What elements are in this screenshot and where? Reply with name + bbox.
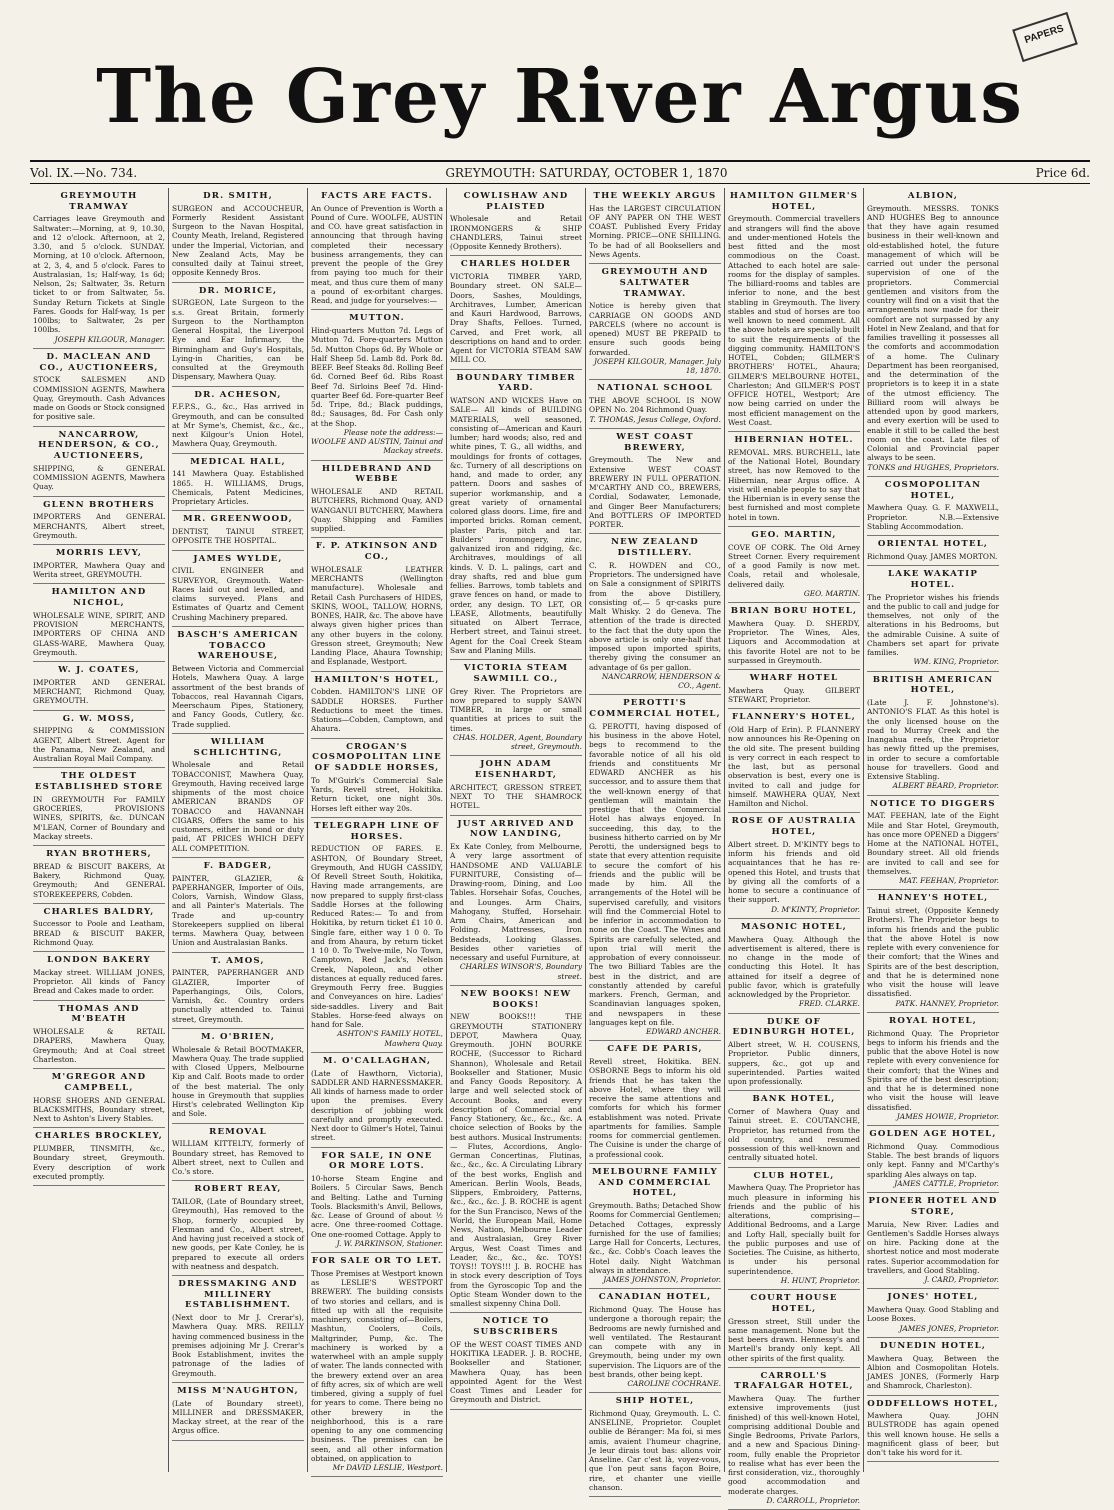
advertisement-heading: ROBERT REAY,: [194, 1184, 282, 1195]
advertisement-body: WHOLESALE WINE, SPIRIT, AND PROVISION MERCHANTS, IMPORTERS OF CHINA AND GLASS-WARE, Mawhera Quay, Greymouth.: [33, 610, 165, 657]
advertisement: [867, 890, 999, 1012]
advertisement: [728, 1168, 860, 1290]
advertisement-heading: ROSE OF AUSTRALIA HOTEL,: [731, 816, 857, 838]
advertisement: [728, 432, 860, 527]
advertisement-heading: F. BADGER,: [203, 860, 273, 871]
advertisement-body: OF the WEST COAST TIMES AND HOKITIKA LEADER. J. B. ROCHE, Bookseller and Stationer, Mawhera Quay, has been appointed Agent for the West Coast Times and Leader for Greymouth and District.: [450, 1339, 582, 1405]
advertisement: [450, 816, 582, 986]
advertisement-body: Mawhera Quay. The further extensive improvements (just finished) of this well-known Hotel, comprising additional Double and Single Bedrooms, Private Parlors, and a new and Spacious Dining-room, fully enable the Proprietor to realise what has ever been the first consideration, viz., thoroughly good accommodation and moderate charges.: [728, 1394, 860, 1496]
advertisement-heading: BASCH'S AMERICAN TOBACCO WAREHOUSE,: [177, 629, 299, 662]
advertisement-signature: H. HUNT, Proprietor.: [780, 1275, 860, 1285]
advertisement: [172, 551, 304, 627]
advertisement-body: SHIPPING, & GENERAL COMMISSION AGENTS, Mawhera Quay.: [33, 463, 165, 492]
advertisement-body: Revell street, Hokitika. BEN. OSBORNE Begs to inform his old friends that he has taken the above Hotel, where they will receive the same attentions and comforts for which his former establishment was noted. Private apartments for families. Sample rooms for commercial gentlemen. The Cuisine is under the charge of a professional cook.: [589, 1057, 721, 1159]
advertisement-body: IMPORTERS And GENERAL MERCHANTS, Albert street, Greymouth.: [33, 512, 165, 540]
advertisement-body: MAT. FEEHAN, late of the Eight Mile and Star Hotel, Greymouth, has once more OPENED a Diggers' Home at the NATIONAL HOTEL, Boundary street. All old friends are invited to call and see for themselves.: [867, 811, 999, 876]
advertisement: [867, 1289, 999, 1337]
advertisement: [867, 1126, 999, 1193]
advertisement-heading: WILLIAM SCHLICHTING,: [193, 736, 283, 758]
advertisement: [867, 672, 999, 796]
advertisement-body: Richmond Quay. The House has undergone a thorough repair; the Bedrooms are newly furnished and well ventilated. The Restaurant can compete with any in Greymouth, being under my own supervision. The Liquors are of the best brands, other being kept.: [589, 1305, 721, 1379]
advertisement-body: Grey River. The Proprietors are now prepared to supply SAWN TIMBER, in large or small quantities at prices to suit the times.: [450, 686, 582, 733]
advertisement-heading: DUKE OF EDINBURGH HOTEL,: [732, 1016, 856, 1038]
advertisement: [33, 1069, 165, 1128]
advertisement-body: CIVIL ENGINEER and SURVEYOR, Greymouth. Water-Races laid out and levelled, and claims surveyed. Plans and Estimates of Quartz and Cement Crushing Machinery prepared.: [172, 566, 304, 622]
advertisement: [33, 711, 165, 769]
advertisement-body: HORSE SHOERS AND GENERAL BLACKSMITHS, Boundary street, Next to Ashton's Livery Stables.: [33, 1095, 165, 1124]
advertisement-signature: Please note the address:— WOOLFE AND AUSTIN, Tainui and Mackay streets.: [311, 427, 443, 456]
advertisement-body: 141 Mawhera Quay. Established 1865. H. WILLIAMS, Drugs, Chemicals, Patent Medicines, Proprietary Articles.: [172, 469, 304, 507]
stamp-icon: PAPERS: [1012, 12, 1078, 62]
advertisement: [172, 627, 304, 734]
advertisement-body: PAINTER, PAPERHANGER AND GLAZIER, Importer of Paperhangings, Oils, Colors, Varnish, &c. Country orders punctually attended to. Tainui street, Greymouth.: [172, 968, 304, 1024]
masthead: [0, 0, 1114, 150]
advertisement: [33, 904, 165, 952]
advertisement-heading: WHARF HOTEL: [749, 673, 839, 684]
advertisement-heading: ORIENTAL HOTEL,: [877, 539, 989, 550]
advertisement: [589, 429, 721, 534]
advertisement-body: Mawhera Quay. JOHN BULSTRODE has again opened this well known house. He sells a magnificent glass of beer, but don't take his word for it.: [867, 1411, 999, 1458]
advertisement-heading: TELEGRAPH LINE OF HORSES.: [314, 820, 440, 842]
advertisement-signature: CAROLINE COCHRANE.: [627, 1379, 721, 1388]
advertisement: [867, 188, 999, 477]
advertisement: [450, 986, 582, 1313]
advertisement-heading: THE WEEKLY ARGUS: [593, 191, 717, 201]
advertisement-heading: NOTICE TO DIGGERS: [870, 798, 996, 809]
advertisement: [172, 511, 304, 550]
advertisement-body: Carriages leave Greymouth and Saltwater:—Morning, at 9, 10.30, and 12 o'clock. Afternoon, at 2, 3.30, and 5 o'clock. SUNDAY. Morning, at 10 o'clock. Afternoon, at 2, 3, 4, and 5 o'clock. Fares to Australasian, 1s; Half-way, 1s 6d; Nelson, 2s; Saltwater, 3s. Return ticket to or from Saltwater, 5s. Sunday Return Tickets at Single Fares. Goods for Half-way, 1s per 100lbs; to Saltwater, 2s per 100lbs.: [33, 214, 165, 335]
advertisement-heading: BOUNDARY TIMBER YARD.: [456, 372, 576, 394]
advertisement-heading: BRIAN BORU HOTEL,: [730, 606, 858, 617]
advertisement: [33, 952, 165, 1000]
advertisement-body: SHIPPING & COMMISSION AGENT, Albert Street. Agent for the Panama, New Zealand, and Australian Royal Mail Company.: [33, 726, 165, 764]
advertisement-heading: COURT HOUSE HOTEL,: [750, 1293, 838, 1314]
advertisement-body: WHOLESALE & RETAIL DRAPERS, Mawhera Quay, Greymouth; And at Coal street Charleston.: [33, 1027, 165, 1064]
advertisement-signature: D. CARROLL, Proprietor.: [766, 1495, 860, 1505]
advertisement-body: F.F.P.S., G., &c., Has arrived in Greymouth, and can be consulted at Mr Syme's, Chemist, &c., &c., next Kilgour's Union Hotel, Mawhera Quay, Greymouth.: [172, 402, 304, 449]
advertisement-body: (Late of Hawthorn, Victoria), SADDLER AND HARNESSMAKER. All kinds of harness made to order upon the premises. Every description of jobbing work carefully and promptly executed. Next door to Gilmer's Hotel, Tainui street.: [311, 1068, 443, 1143]
advertisement: [589, 1289, 721, 1393]
advertisement-signature: PATK. HANNEY, Proprietor.: [895, 998, 999, 1008]
issue-date: GREYMOUTH: SATURDAY, OCTOBER 1, 1870: [445, 166, 728, 180]
advertisement-body: BREAD & BISCUIT BAKERS, At Bakery, Richmond Quay, Greymouth; And GENERAL STOREKEEPERS, Cobden.: [33, 861, 165, 899]
dateline: [30, 160, 1090, 184]
advertisement-signature: J. W. PARKINSON, Stationer.: [336, 1238, 443, 1248]
advertisement-heading: COSMOPOLITAN HOTEL,: [884, 479, 982, 501]
advertisement: [311, 672, 443, 739]
advertisement-body: Greymouth. Baths; Detached Show Rooms for Commercial Gentlemen; Detached Cottages, expressly furnished for the use of families; Large Hall for Concerts, Lectures, &c., &c. Cobb's Coach leaves the Hotel daily. Night Watchman always in attendance.: [589, 1201, 721, 1275]
advertisement-heading: M'GREGOR AND CAMPBELL,: [51, 1072, 147, 1093]
advertisement-heading: NEW ZEALAND DISTILLERY.: [611, 537, 699, 559]
advertisement: [311, 1148, 443, 1253]
advertisement-body: THE ABOVE SCHOOL IS NOW OPEN No. 204 Richmond Quay.: [589, 396, 721, 415]
advertisement-body: WATSON AND WICKES Have on SALE— All kinds of BUILDING MATERIALS, well seasoned, consisting of—American and Kauri lumber; hard woods; also, red and white pines, T. G., all widths, and mouldings for fronts of cottages, &c. Turnery of all descriptions on hand, and made to order, any pattern. Doors and sashes of superior workmanship, and a great variety of ornamental colored glass doors. Lime, fire and imported bricks. Roman cement, plaster Paris, pitch and tar. Builders' ironmongery, zinc, galvanized iron and ridging, &c. Architraves, mouldings of all kinds. V. D. L. palings, cart and dray shafts, red and blue gum fellies. Barrows, tomb tablets and grave fences on hand, or made to order, any design. TO LET, OR LEASE, Allotments, beautifully situated on Albert Terrace, Herbert street, and Tainui street. Agent for the Coal Creek Steam Saw and Planing Mills.: [450, 396, 582, 655]
advertisement: [867, 566, 999, 671]
advertisement-heading: THOMAS AND M'BEATH: [58, 1003, 140, 1025]
advertisement-columns: [30, 188, 1092, 1505]
advertisement: [33, 545, 165, 584]
advertisement-body: SURGEON and ACCOUCHEUR, Formerly Resident Assistant Surgeon to the Navan Hospital, County Meath, Ireland, Registered under the Imperial, Victorian, and New Zealand Acts, May be consulted daily at Tainui street, opposite Kennedy Bros.: [172, 203, 304, 278]
advertisement-body: Mawhera Quay. The Proprietor has much pleasure in informing his friends and the public of his alterations, comprising—Additional Bedrooms, and a Large and Lofty Hall, specially built for the public purposes and use of Societies. The Cuisine, as hitherto, is under his personal superintendence.: [728, 1183, 860, 1276]
advertisement-signature: JAMES JONES, Proprietor.: [899, 1323, 999, 1333]
advertisement-heading: HAMILTON AND NICHOL,: [51, 587, 147, 609]
advertisement-heading: CHARLES HOLDER: [460, 259, 572, 270]
advertisement-body: Those Premises at Westport known as LESLIE'S WESTPORT BREWERY. The building consists of two stories and cellars, and is fitted up with all the requisite machinery, consisting of—Boilers, Mashtun, Coolers, Coils, Maltgrinder, Pump, &c. The machinery is worked by a waterwheel with an ample supply of water. The lands connected with the brewery extend over an area of fifty acres, six of which are well timbered, giving a supply of fuel for years to come. There being no other brewery in the neighborhood, this is a rare opening to any one commencing business. The premises can be seen, and all other information obtained, on application to: [311, 1268, 443, 1463]
advertisement-heading: HANNEY'S HOTEL,: [877, 893, 989, 904]
advertisement-body: Gresson street, Still under the same management. None but the best beers drawn. Hennessy's and Martell's brandy only kept. All other spirits of the first quality.: [728, 1316, 860, 1363]
advertisement-body: Corner of Mawhera Quay and Tainui street. E. COUTANCHE, Proprietor, has returned from the old country, and resumed possession of this well-known and centrally situated hotel.: [728, 1107, 860, 1163]
advertisement: [728, 1368, 860, 1510]
advertisement-body: IMPORTER, Mawhera Quay and Werita street, GREYMOUTH.: [33, 560, 165, 580]
advertisement-heading: NANCARROW, HENDERSON, & CO., AUCTIONEERS,: [38, 429, 160, 462]
advertisement-signature: JAMES JOHNSTON, Proprietor.: [603, 1275, 721, 1285]
column-2: [169, 188, 308, 1472]
advertisement: [867, 536, 999, 566]
advertisement-heading: MISS M'NAUGHTON,: [177, 1385, 299, 1396]
advertisement-heading: VICTORIA STEAM SAWMILL CO.,: [463, 663, 569, 684]
advertisement-body: ARCHITECT, GRESSON STREET, NEXT TO THE SHAMROCK HOTEL.: [450, 782, 582, 811]
advertisement-body: Mawhera Quay, Between the Albion and Cosmopolitan Hotels. JAMES JONES, (Formerly Harp and Shamrock, Charleston).: [867, 1353, 999, 1391]
advertisement-heading: WEST COAST BREWERY,: [616, 431, 694, 453]
advertisement-heading: FOR SALE, IN ONE OR MORE LOTS.: [321, 1150, 433, 1172]
advertisement: [172, 1029, 304, 1124]
advertisement-heading: DUNEDIN HOTEL,: [879, 1340, 987, 1351]
advertisement-body: Mawhera Quay. D. SHERDY, Proprietor. The Wines, Ales, Liquors and Accommodation at this favorite Hotel are not to be surpassed in Greymouth.: [728, 618, 860, 665]
column-7: [864, 188, 1002, 1472]
advertisement: [172, 1181, 304, 1276]
advertisement-body: Mawhera Quay. G. F. MAXWELL, Proprietor. N.B.—Extensive Stabling Accommodation.: [867, 503, 999, 531]
advertisement-heading: CARROLL'S TRAFALGAR HOTEL,: [734, 1370, 854, 1392]
advertisement-heading: CHARLES BROCKLEY,: [35, 1131, 163, 1142]
advertisement-heading: HILDEBRAND AND WEBBE: [321, 463, 433, 485]
advertisement: [589, 695, 721, 1041]
advertisement: [311, 739, 443, 818]
advertisement-heading: T. AMOS,: [211, 955, 265, 966]
advertisement-heading: BRITISH AMERICAN HOTEL,: [872, 674, 994, 696]
advertisement: [728, 527, 860, 603]
advertisement: [450, 756, 582, 815]
advertisement-body: Hind-quarters Mutton 7d. Legs of Mutton 7d. Fore-quarters Mutton 5d. Mutton Chops 6d. By Whole or Half Sheep 5d. Lamb 8d. Pork 8d. BEEF. Beef Steaks 8d. Rolling Beef 6d. Corned Beef 6d. Ribs Roast Beef 7d. Sirloins Beef 7d. Hind-quarter Beef 6d. Fore-quarter Beef 5d. Tripe, 8d.; Black puddings, 8d.; Sausages, 8d. For Cash only at the Shop.: [311, 326, 443, 428]
advertisement-body: Mawhera Quay. GILBERT STEWART, Proprietor.: [728, 685, 860, 705]
advertisement-signature: ALBERT BEARD, Proprietor.: [892, 781, 999, 791]
advertisement-body: Mawhera Quay. Good Stabling and Loose Boxes.: [867, 1305, 999, 1324]
advertisement: [589, 188, 721, 264]
advertisement-heading: CROGAN'S COSMOPOLITAN LINE OF SADDLE HORSES,: [312, 741, 442, 774]
advertisement-body: Notice is hereby given that CARRIAGE ON GOODS AND PARCELS (where no account is opened) MUST BE PREPAID to ensure such goods being forwarded.: [589, 301, 721, 357]
advertisement-body: Ex Kate Conley, from Melbourne, A very large assortment of HANDSOME AND VALUABLE FURNITURE, Consisting of— Drawing-room, Dining, and Loo Tables. Horsehair Sofas, Couches, and Lounges. Arm Chairs, Mahogany, Stuffed, Horsehair. Arm Chairs, American and Folding. Mattresses, Iron Bedsteads, Looking Glasses. Besides other varieties of necessary and useful Furniture, at: [450, 842, 582, 963]
advertisement-body: NEW BOOKS!!! THE GREYMOUTH STATIONERY DEPOT, Mawhera Quay, Greymouth. JOHN BOURKE ROCHE, (Successor to Richard Shannon), Wholesale and Retail Bookseller and Stationer, Music and Fancy Goods Repository. A large and well selected stock of Account Books, and every description of Commercial and Fancy Stationery, &c., &c., &c. A choice selection of Books by the best authors. Musical Instruments:— Flutes, Accordions, Anglo-German Concertinas, Flutinas, &c., &c., &c. A Circulating Library of the best works, English and American. Berlin Wools, Beads, Slippers, Embroidery, Patterns, &c., &c., &c. J. B. ROCHE is agent for the Sun Francisco, News of the World, the European Mail, Home News, Nation, Melbourne Leader and Australasian, Grey River Argus, West Coast Times and Leader, &c., &c., &c. TOYS! TOYS!! TOYS!!! J. B. ROCHE has in stock every description of Toys from the Gyroscopic Top and the Optic Steam Wonder down to the smallest sixpenny China Doll.: [450, 1012, 582, 1309]
advertisement-signature: CHARLES WINSOR'S, Boundary street.: [459, 962, 582, 981]
column-4: [447, 188, 586, 1472]
advertisement-body: Successor to Poole and Leatham, BREAD & BISCUIT BAKER, Richmond Quay.: [33, 919, 165, 947]
advertisement-body: TAILOR, (Late of Boundary street, Greymouth), Has removed to the Shop, formerly occupied by Flexman and Co., Albert street, And having just received a stock of new goods, per Kate Conley, he is prepared to execute all orders with neatness and despatch.: [172, 1197, 304, 1271]
advertisement-heading: DR. ACHESON,: [194, 389, 282, 400]
advertisement-body: Richmond Quay, Greymouth. L. C. ANSELINE, Proprietor. Couplet oublie de Béranger: Ma foi, si mes amis, avaient l'humeur chagrine, Je leur dirais tout bas: allons voir Anseline. Car c'est là, voyez-vous, que l'on peut sans façon Boire, rire, et chanter une vieille chanson.: [589, 1408, 721, 1492]
advertisement: [33, 497, 165, 545]
advertisement-signature: CHAS. HOLDER, Agent, Boundary street, Greymouth.: [452, 732, 582, 752]
advertisement: [172, 734, 304, 858]
advertisement-body: VICTORIA TIMBER YARD, Boundary street. ON SALE— Doors, Sashes, Mouldings, Architraves, Lumber, American and Kauri Hardwood, Barrows, Dray Shafts, Felloes. Turned, Carved, and Fret work, all descriptions on hand and to order. Agent for VICTORIA STEAM SAW MILL CO.: [450, 272, 582, 365]
advertisement: [33, 846, 165, 904]
advertisement: [172, 188, 304, 283]
advertisement-body: WHOLESALE AND RETAIL BUTCHERS, Richmond Quay, AND WANGANUI BUTCHERY, Mawhera Quay. Shipping and Families supplied.: [311, 487, 443, 534]
advertisement-heading: HIBERNIAN HOTEL.: [734, 435, 854, 446]
advertisement-body: To M'Guirk's Commercial Sale Yards, Revell street, Hokitika. Return ticket, one night 30s. Horses left either way 20s.: [311, 775, 443, 813]
advertisement: [589, 264, 721, 380]
advertisement-heading: PIONEER HOTEL AND STORE,: [868, 1196, 998, 1217]
price: Price 6d.: [1035, 166, 1090, 180]
advertisement-body: PAINTER, GLAZIER, & PAPERHANGER, Importer of Oils, Colors, Varnish, Window Glass, and all Painter's Materials. The Trade and up-country Storekeepers supplied on liberal terms. Mawhera Quay, between Union and Australasian Banks.: [172, 873, 304, 948]
advertisement-heading: M. O'BRIEN,: [200, 1031, 276, 1042]
advertisement-heading: D. MACLEAN AND CO., AUCTIONEERS,: [39, 351, 159, 373]
advertisement-body: PLUMBER, TINSMITH, &c., Boundary street, Greymouth. Every description of work executed promptly.: [33, 1144, 165, 1181]
advertisement-body: WHOLESALE LEATHER MERCHANTS (Wellington manufacture). Wholesale and Retail Cash Purchasers of HIDES, SKINS, WOOL, TALLOW, HORNS, BONES, HAIR, &c. The above have always given higher prices than any other buyers in the colony. Gresson street, Greymouth; New Landing Place, Ahaura Township; and Esplanade, Westport.: [311, 564, 443, 667]
advertisement: [33, 188, 165, 349]
advertisement: [311, 818, 443, 1053]
advertisement: [728, 1014, 860, 1092]
advertisement-heading: PEROTTI'S COMMERCIAL HOTEL,: [589, 698, 721, 720]
advertisement: [33, 1001, 165, 1069]
advertisement-body: (Late of Boundary street), MILLINER and DRESSMAKER, Mackay street, at the rear of the Argus office.: [172, 1398, 304, 1436]
advertisement: [311, 1053, 443, 1148]
advertisement: [728, 709, 860, 813]
advertisement-heading: NEW BOOKS! NEW BOOKS!: [460, 988, 572, 1010]
advertisement-heading: JUST ARRIVED AND NOW LANDING,: [457, 818, 575, 840]
advertisement: [867, 477, 999, 536]
advertisement-heading: CAFE DE PARIS,: [607, 1044, 703, 1055]
advertisement-signature: FRED. CLARKE.: [798, 999, 860, 1009]
advertisement-signature: GEO. MARTIN.: [803, 588, 860, 598]
advertisement-body: Mawhera Quay. Although the advertisement is altered, there is no change in the mode of conducting this Hotel. It has attained for itself a degree of public favor, which is gratefully acknowledged by the Proprietor.: [728, 934, 860, 1000]
advertisement-body: Wholesale and Retail TOBACCONIST, Mawhera Quay, Greymouth, Having received large shipments of the most choice AMERICAN BRANDS OF TOBACCO and HAVANNAH CIGARS, Offers the same to his customers, either in bond or duty paid, AT PRICES WHICH DEFY ALL COMPETITION.: [172, 760, 304, 853]
advertisement-heading: ALBION,: [907, 191, 959, 201]
advertisement-signature: T. THOMAS, Jesus College, Oxford.: [589, 414, 721, 424]
advertisement-heading: THE OLDEST ESTABLISHED STORE: [34, 771, 164, 793]
advertisement-heading: FACTS ARE FACTS.: [321, 191, 433, 201]
advertisement-signature: NANCARROW, HENDERSON & CO., Agent.: [601, 671, 721, 691]
advertisement: [172, 953, 304, 1029]
advertisement-heading: W. J. COATES,: [58, 665, 140, 676]
advertisement-heading: HAMILTON'S HOTEL,: [314, 674, 440, 685]
advertisement-body: IMPORTER AND GENERAL MERCHANT, Richmond Quay, GREYMOUTH.: [33, 677, 165, 706]
advertisement-heading: JAMES WYLDE,: [193, 553, 283, 564]
advertisement: [589, 380, 721, 428]
advertisement-body: IN GREYMOUTH For FAMILY GROCERIES, PROVISIONS WINES, SPIRITS, &c. DUNCAN M'LEAN, Corner of Boundary and Mackay streets.: [33, 794, 165, 841]
advertisement-signature: JAMES CATTLE, Proprietor.: [894, 1178, 999, 1188]
newspaper-title: The Grey River Argus: [96, 54, 1024, 140]
advertisement-body: Albert street, W. H. COUSENS, Proprietor. Public dinners, suppers, &c., got up and superintended. Parties waited upon professionally.: [728, 1040, 860, 1087]
advertisement-heading: FLANNERY'S HOTEL,: [732, 712, 856, 723]
advertisement: [728, 188, 860, 432]
advertisement: [311, 461, 443, 539]
advertisement: [450, 256, 582, 369]
advertisement-body: The Proprietor wishes his friends and the public to call and judge for themselves, not only of the alterations in his Bedrooms, but the admirable Cuisine. A suite of Chambers set apart for private families.: [867, 592, 999, 658]
advertisement-body: (Old Harp of Erin). P. FLANNERY now announces his Re-Opening on the old site. The present building is very correct in each respect to the last, but as personal observation is best, every one is invited to call and judge for himself. MAWHERA QUAY, Next Hamilton and Nichol.: [728, 725, 860, 809]
column-5: [586, 188, 725, 1492]
advertisement: [728, 1091, 860, 1167]
advertisement-heading: RYAN BROTHERS,: [46, 849, 152, 860]
advertisement-heading: JOHN ADAM EISENHARDT,: [474, 759, 558, 781]
advertisement-body: C. R. HOWDEN and CO., Proprietors. The undersigned have on Sale a consignment of SPIRITS from the above Distillery, consisting of,— 5 qr-casks pure Malt Whisky. 2 do Geneva. The attention of the trade is directed to the fact that the duty upon the above article is only one-half that imposed upon imported spirits, thereby giving the consumer an advantage of 6s per gallon.: [589, 560, 721, 672]
advertisement-heading: GREYMOUTH TRAMWAY: [60, 191, 138, 212]
advertisement-heading: F. P. ATKINSON AND CO.,: [315, 541, 439, 563]
advertisement-heading: ROYAL HOTEL,: [889, 1015, 977, 1026]
advertisement: [172, 454, 304, 512]
advertisement-heading: NOTICE TO SUBSCRIBERS: [473, 1316, 559, 1338]
advertisement-heading: NATIONAL SCHOOL: [597, 383, 713, 394]
advertisement-signature: EDWARD ANCHER.: [646, 1027, 721, 1037]
advertisement-heading: GREYMOUTH AND SALTWATER TRAMWAY.: [601, 267, 709, 299]
advertisement: [450, 370, 582, 660]
advertisement-heading: DR. SMITH,: [203, 191, 273, 201]
advertisement-signature: ASHTON'S FAMILY HOTEL, Mawhera Quay.: [337, 1029, 443, 1048]
advertisement-body: Cobden. HAMILTON'S LINE OF SADDLE HORSES. Further Reductions to meet the times. Stations—Cobden, Camptown, and Ahaura.: [311, 687, 443, 734]
advertisement-heading: LONDON BAKERY: [47, 955, 151, 966]
advertisement-heading: CANADIAN HOTEL,: [598, 1292, 712, 1303]
advertisement-signature: JOSEPH KILGOUR, Manager. July 18, 1870.: [594, 356, 721, 376]
advertisement: [450, 1313, 582, 1409]
advertisement-body: STOCK SALESMEN AND COMMISSION AGENTS, Mawhera Quay, Greymouth. Cash Advances made on Goods or Stock consigned for positive sale.: [33, 375, 165, 422]
advertisement: [33, 349, 165, 427]
advertisement-signature: WM. KING, Proprietor.: [913, 657, 999, 667]
advertisement-heading: DR. MORICE,: [198, 285, 278, 296]
volume-number: Vol. IX.—No. 734.: [30, 166, 138, 180]
advertisement-heading: MELBOURNE FAMILY AND COMMERCIAL HOTEL,: [592, 1166, 718, 1199]
advertisement-heading: G. W. MOSS,: [62, 713, 136, 724]
advertisement-body: COVE OF CORK. The Old Arney Street Corner. Every requirement of a good Family is now met. Coals, retail and wholesale, delivered daily.: [728, 542, 860, 589]
advertisement-heading: GLENN BROTHERS: [43, 499, 155, 510]
advertisement-signature: TONKS and HUGHES, Proprietors.: [867, 462, 999, 472]
advertisement-heading: GEO. MARTIN,: [751, 529, 837, 540]
advertisement: [33, 584, 165, 662]
advertisement-heading: M. O'CALLAGHAN,: [322, 1055, 432, 1066]
advertisement-body: An Ounce of Prevention is Worth a Pound of Cure. WOOLFE, AUSTIN and CO. have great satisfaction in announcing that through having completed their necessary business arrangements, they can prevent the people of the Grey from paying too much for their meat, and thus cure them of many a pound of ex-orbitant charges. Read, and judge for yourselves:—: [311, 203, 443, 306]
advertisement-signature: JOSEPH KILGOUR, Manager.: [54, 334, 165, 344]
advertisement-signature: J. CARD, Proprietor.: [924, 1275, 999, 1285]
advertisement-body: Wholesale & Retail BOOTMAKER, Mawhera Quay. The trade supplied with Closed Uppers, Melbourne Kip and Calf. Boots made to order of the best material. The only house in Greymouth that supplies Hirst's celebrated Wellington Kip and Sole.: [172, 1044, 304, 1119]
advertisement: [172, 1383, 304, 1441]
advertisement-signature: MAT. FEEHAN, Proprietor.: [899, 876, 999, 886]
advertisement-body: 10-horse Steam Engine and Boilers. 5 Circular Saws, Bench and Belting. Lathe and Turning Tools. Blacksmith's Anvil, Bellows, &c. Lease of Ground of about ½ acre. One three-roomed Cottage. One one-roomed Cottage. Apply to: [311, 1174, 443, 1239]
advertisement-heading: LAKE WAKATIP HOTEL.: [887, 569, 979, 590]
advertisement: [728, 919, 860, 1014]
advertisement: [33, 427, 165, 497]
advertisement-body: Richmond Quay. Commodious Stable. The best brands of liquors only kept. Fanny and M'Carthy's sparkling Ales always on tap.: [867, 1141, 999, 1179]
advertisement: [33, 1128, 165, 1186]
advertisement-body: G. PEROTTI, having disposed of his business in the above Hotel, begs to recommend to the favorable notice of all his old friends and constituents Mr EDWARD ANCHER as his successor, and to assure them that the well-known energy of that gentleman will maintain the prestige that the Commercial Hotel has always enjoyed. In succeeding, this day, to the business hitherto carried on by Mr Perotti, the undersigned begs to state that every attention requisite to secure the comfort of his friends and the public will be made by him. All the arrangements of the Hotel will be supervised carefully, and visitors will find the Commercial Hotel to be inferior in accommodation to none on the Coast. The Wines and Spirits are carefully selected, and upon trial will merit the approbation of every connoisseur. The two Billiard Tables are the best in the district, and are constantly attended by careful markers. French, German, and Scandinavian languages spoken, and newspapers in these languages kept on file.: [589, 721, 721, 1027]
advertisement: [172, 387, 304, 454]
advertisement: [311, 188, 443, 310]
advertisement-signature: JAMES HOWIE, Proprietor.: [896, 1111, 999, 1121]
advertisement: [589, 1164, 721, 1289]
advertisement-heading: CHARLES BALDRY,: [43, 906, 155, 917]
advertisement: [728, 670, 860, 709]
advertisement: [311, 538, 443, 671]
advertisement-signature: D. M'KINTY, Proprietor.: [771, 904, 860, 914]
advertisement-heading: MR. GREENWOOD,: [183, 514, 293, 525]
advertisement-heading: COWLISHAW AND PLAISTED: [463, 191, 569, 212]
advertisement-heading: FOR SALE OR TO LET.: [311, 1256, 443, 1267]
advertisement: [172, 1276, 304, 1383]
advertisement-heading: JONES' HOTEL,: [887, 1292, 979, 1303]
column-6: [725, 188, 864, 1505]
advertisement: [450, 660, 582, 756]
advertisement: [450, 188, 582, 256]
advertisement-body: Greymouth. Commercial travellers and strangers will find the above and under-mentioned Hotels the best fitted and the most commodious on the Coast. Attached to each hotel are sale-rooms for the display of samples. The billiard-rooms and tables are inferior to none, and the best stabling in Greymouth. The livery stables and stud of horses are too well known to need comment. All the above hotels are specially built to suit the requirements of the digging community. HAMILTON'S HOTEL, Cobden; GILMER'S BROTHERS' HOTEL, Ahaura; GILMER'S MELBOURNE HOTEL, Charleston; And GILMER'S POST OFFICE HOTEL, Westport; Are now being carried on under the most efficient management on the West Coast.: [728, 214, 860, 427]
advertisement-body: REDUCTION OF FARES. E. ASHTON, Of Boundary Street, Greymouth, And HUGH CASSIDY, Of Revell Street South, Hokitika, Having made arrangements, are now prepared to supply first-class Saddle Horses at the following Reduced Rates:— To and from Hokitika, by return ticket £1 10 0. Single fare, either way 1 0 0. To and from Ahaura, by return ticket 1 10 0. To Twelve-mile, No Town, Camptown, Red Jack's, Nelson Creek, Napoleon, and other distances at equally reduced fares. Greymouth Ferry free. Buggies and Conveyances on hire. Ladies' side-saddles. Livery and Bait Stables. Horse-feed always on hand for Sale.: [311, 844, 443, 1030]
advertisement: [33, 662, 165, 710]
advertisement-heading: REMOVAL: [209, 1126, 267, 1137]
advertisement: [867, 796, 999, 891]
advertisement-body: Richmond Quay. JAMES MORTON.: [867, 551, 998, 561]
advertisement-heading: MORRIS LEVY,: [55, 548, 143, 559]
advertisement: [867, 1338, 999, 1396]
advertisement-body: Mackay street. WILLIAM JONES, Proprietor. All kinds of Fancy Bread and Cakes made to order.: [33, 967, 165, 996]
advertisement: [728, 603, 860, 670]
advertisement-heading: SHIP HOTEL,: [615, 1396, 695, 1407]
advertisement-signature: Mr DAVID LESLIE, Westport.: [332, 1463, 443, 1472]
advertisement-body: SURGEON, Late Surgeon to the s.s. Great Britain, formerly Surgeon to the Northampton General Hospital, the Liverpool Eye and Ear Infirmary, the Birmingham and Guy's Hospitals, Lying-in Charities, can be consulted at the Greymouth Dispensary, Mawhera Quay.: [172, 298, 304, 382]
advertisement-body: Tainui street, (Opposite Kennedy Brothers). The Proprietor begs to inform his friends and the public that the above Hotel is now replete with every convenience for their comfort; that the Wines and Spirits are of the best description, and that he is determined none who visit the house will leave dissatisfied.: [867, 906, 999, 999]
advertisement-body: (Next door to Mr J. Crerar's), Mawhera Quay. MRS. REILLY having commenced business in the premises adjoining Mr J. Crerar's Book Establishment, invites the patronage of the ladies of Greymouth.: [172, 1313, 304, 1378]
advertisement: [728, 1290, 860, 1368]
advertisement: [33, 768, 165, 846]
advertisement: [728, 813, 860, 918]
advertisement-body: DENTIST, TAINUI STREET, OPPOSITE THE HOSPITAL.: [172, 527, 304, 546]
advertisement-heading: ODDFELLOWS HOTEL,: [867, 1398, 999, 1409]
advertisement-body: Maruia, New River. Ladies and Gentlemen's Saddle Horses always on hire. Packing done at the shortest notice and most moderate rates. Superior accommodation for travellers, and Good Stabling.: [867, 1219, 999, 1275]
advertisement: [311, 310, 443, 460]
advertisement-body: Greymouth. The New and Extensive WEST COAST BREWERY IN FULL OPERATION. M'CARTHY AND CO., BREWERS, Cordial, Sodawater, Lemonade, and Ginger Beer Manufacturers; And BOTTLERS OF IMPORTED PORTER.: [589, 455, 721, 530]
advertisement-heading: MUTTON.: [349, 313, 405, 324]
advertisement-heading: MEDICAL HALL,: [190, 456, 286, 467]
advertisement: [589, 1393, 721, 1497]
advertisement-body: Richmond Quay. The Proprietor begs to inform his friends and the public that the above Hotel is now replete with every convenience for their comfort; that the Wines and Spirits are of the best description; and that he is determined none who visit the house will leave dissatisfied.: [867, 1028, 999, 1112]
advertisement-body: WILLIAM KITTELTY, formerly of Boundary street, has Removed to Albert street, next to Cullen and Co.'s store.: [172, 1139, 304, 1177]
advertisement: [172, 1124, 304, 1182]
advertisement-heading: BANK HOTEL,: [752, 1094, 836, 1105]
advertisement-body: REMOVAL. MRS. BURCHELL, late of the National Hotel, Boundary street, has now Removed to the Hibernian, near Argus office. A visit will enable people to say that the Hibernian is in every sense the best furnished and most complete hotel in town.: [728, 447, 860, 522]
advertisement: [867, 1013, 999, 1126]
advertisement: [589, 1041, 721, 1163]
advertisement: [172, 858, 304, 953]
column-3: [308, 188, 447, 1472]
advertisement-heading: GOLDEN AGE HOTEL,: [869, 1129, 997, 1140]
advertisement-heading: HAMILTON GILMER'S HOTEL,: [729, 191, 859, 212]
advertisement: [172, 283, 304, 387]
advertisement-body: (Late J. F. Johnstone's). ANTONIO'S FLAT. As this hotel is the only licensed house on the road to Murray Creek and the Inangahua reefs, the Proprietor has newly fitted up the premises, in order to secure a comfortable house for travellers. Good and Extensive Stabling.: [867, 698, 999, 782]
advertisement-heading: MASONIC HOTEL,: [741, 921, 847, 932]
advertisement-body: Greymouth. MESSRS. TONKS AND HUGHES Beg to announce that they have again resumed business in their well-known and old-established hotel, the future management of which will be carried out under the personal supervision of one of the proprietors. Commercial gentlemen and visitors from the country will find on a visit that the arrangements now made for their comfort are not surpassed by any Hotel in New Zealand, and that for families travelling it possesses all the comforts and accommodation of a home. The Culinary Department has been reorganised, and the determination of the proprietors is to keep it in a state of the utmost efficiency. The Billiard room will always be attended upon by good markers, and every exertion will be used to enable it still to be called the best room on the coast. Late files of Colonial and Provincial paper always to be seen.: [867, 203, 999, 463]
advertisement: [589, 534, 721, 695]
advertisement-body: Between Victoria and Commercial Hotels, Mawhera Quay. A large assortment of the best brands of Tobaccos, real Havannah Cigars, Meerschaum Pipes, Stationery, and Fancy Goods, Cutlery, &c. Trade supplied.: [172, 664, 304, 729]
advertisement: [311, 1253, 443, 1477]
advertisement-body: Albert street. D. M'KINTY begs to inform his friends and old acquaintances that he has re-opened this Hotel, and trusts that by giving all the comforts of a home to secure a continuance of their support.: [728, 839, 860, 905]
advertisement-heading: DRESSMAKING AND MILLINERY ESTABLISHMENT.: [178, 1279, 298, 1311]
advertisement-body: Has the LARGEST CIRCULATION OF ANY PAPER ON THE WEST COAST. Published Every Friday Morning. PRICE—ONE SHILLING. To be had of all Booksellers and News Agents.: [589, 203, 721, 259]
column-1: [30, 188, 169, 1472]
advertisement-body: Wholesale and Retail IRONMONGERS & SHIP CHANDLERS, Tainui street (Opposite Kennedy Brothers).: [450, 214, 582, 252]
advertisement-heading: CLUB HOTEL,: [753, 1170, 835, 1181]
advertisement: [867, 1396, 999, 1463]
advertisement: [867, 1193, 999, 1289]
